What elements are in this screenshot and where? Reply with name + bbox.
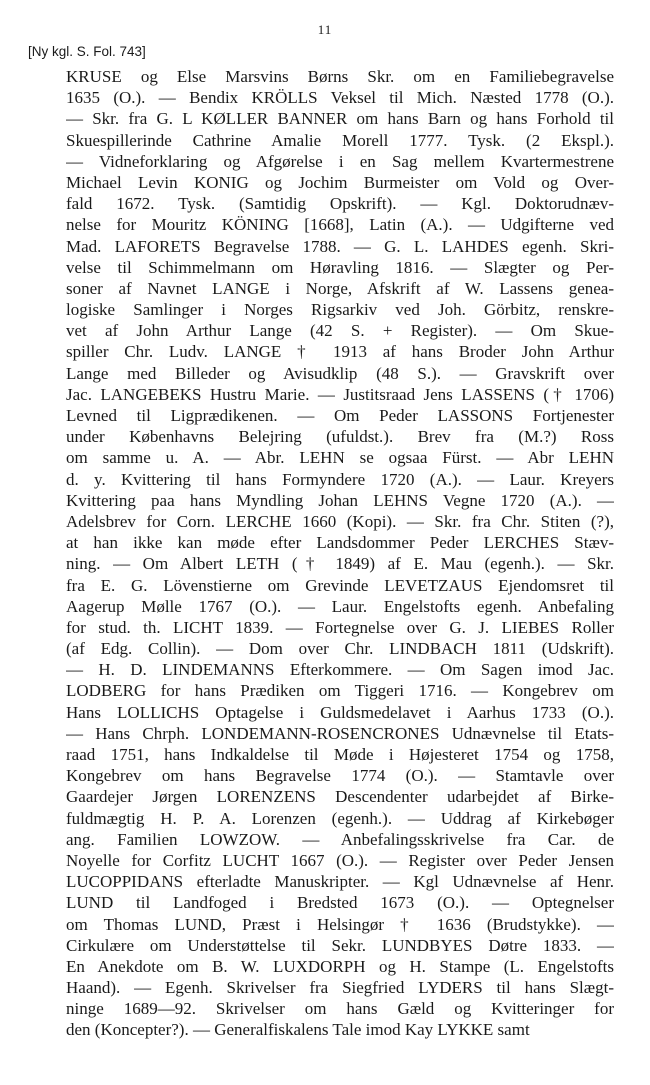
- text-line: Michael Levin KONIG og Jochim Burmeister om Vold og Over-: [66, 172, 614, 192]
- text-line: ninge 1689—92. Skrivelser om hans Gæld og Kvitteringer for: [66, 999, 614, 1019]
- text-line: fuldmægtig H. P. A. Lorenzen (egenh.). — Uddrag af Kirkebøger: [66, 808, 614, 828]
- text-line: om samme u. A. — Abr. LEHN se ogsaa Fürst. — Abr LEHN: [66, 448, 614, 468]
- text-line: under Københavns Belejring (ufuldst.). Brev fra (M.?) Ross: [66, 427, 614, 447]
- text-line: at han ikke kan møde efter Landsdommer Peder LERCHES Stæv-: [66, 533, 614, 553]
- text-line: — Vidneforklaring og Afgørelse i en Sag mellem Kvartermestrene: [66, 151, 614, 171]
- text-line: Noyelle for Corfitz LUCHT 1667 (O.). — Register over Peder Jensen: [66, 850, 614, 870]
- text-line: Hans LOLLICHS Optagelse i Guldsmedelavet i Aarhus 1733 (O.).: [66, 702, 614, 722]
- text-line: d. y. Kvittering til hans Formyndere 1720 (A.). — Laur. Kreyers: [66, 469, 614, 489]
- text-line: soner af Navnet LANGE i Norge, Afskrift af W. Lassens genea-: [66, 278, 614, 298]
- text-line: Kongebrev om hans Begravelse 1774 (O.). — Stamtavle over: [66, 766, 614, 786]
- text-line: fra E. G. Lövenstierne om Grevinde LEVETZAUS Ejendomsret til: [66, 575, 614, 595]
- text-line: den (Koncepter?). — Generalfiskalens Tale imod Kay LYKKE samt: [66, 1020, 530, 1040]
- text-line: ning. — Om Albert LETH († 1849) af E. Mau (egenh.). — Skr.: [66, 554, 614, 574]
- text-line: raad 1751, hans Indkaldelse til Møde i Højesteret 1754 og 1758,: [66, 745, 614, 764]
- text-line: Jac. LANGEBEKS Hustru Marie. — Justitsraad Jens LASSENS († 1706): [66, 384, 614, 404]
- text-line: Mad. LAFORETS Begravelse 1788. — G. L. LAHDES egenh. Skri-: [66, 236, 614, 256]
- text-line: logiske Samlinger i Norges Rigsarkiv ved Joh. Görbitz, renskre-: [66, 300, 614, 320]
- text-line: En Anekdote om B. W. LUXDORPH og H. Stampe (L. Engelstofts: [66, 956, 614, 976]
- text-line: ang. Familien LOWZOW. — Anbefalingsskrivelse fra Car. de: [66, 829, 614, 849]
- text-line: for stud. th. LICHT 1839. — Fortegnelse over G. J. LIEBES Roller: [66, 617, 614, 637]
- page-number: 11: [317, 22, 333, 37]
- text-line: Skuespillerinde Cathrine Amalie Morell 1777. Tysk. (2 Ekspl.).: [66, 130, 614, 150]
- text-line: om Thomas LUND, Præst i Helsingør † 1636 (Brudstykke). —: [66, 914, 614, 934]
- text-line: Haand). — Egenh. Skrivelser fra Siegfried LYDERS til hans Slægt-: [66, 978, 614, 998]
- text-line: LUCOPPIDANS efterladte Manuskripter. — Kgl Udnævnelse af Henr.: [66, 872, 614, 892]
- text-line: LUND til Landfoged i Bredsted 1673 (O.). — Optegnelser: [66, 893, 614, 913]
- text-line: nelse for Mouritz KÖNING [1668], Latin (A.). — Udgifterne ved: [66, 215, 614, 235]
- text-line: KRUSE og Else Marsvins Børns Skr. om en Familiebegravelse: [66, 67, 614, 86]
- text-line: — H. D. LINDEMANNS Efterkommere. — Om Sagen imod Jac.: [66, 660, 614, 680]
- text-line: Gaardejer Jørgen LORENZENS Descendenter udarbejdet af Birke-: [66, 787, 614, 807]
- text-line: Levned til Ligprædikenen. — Om Peder LASSONS Fortjenester: [66, 406, 614, 425]
- body-text: [66, 66, 614, 1041]
- text-line: Cirkulære om Understøttelse til Sekr. LUNDBYES Døtre 1833. —: [66, 935, 614, 955]
- text-line: Kvittering paa hans Myndling Johan LEHNS Vegne 1720 (A.). —: [66, 490, 614, 510]
- text-line: LODBERG for hans Prædiken om Tiggeri 1716. — Kongebrev om: [66, 681, 614, 701]
- text-line: vet af John Arthur Lange (42 S. + Register). — Om Skue-: [66, 321, 614, 341]
- text-line: Aagerup Mølle 1767 (O.). — Laur. Engelstofts egenh. Anbefaling: [66, 596, 614, 616]
- text-line: Adelsbrev for Corn. LERCHE 1660 (Kopi). — Skr. fra Chr. Stiten (?),: [66, 511, 614, 531]
- text-line: Lange med Billeder og Avisudklip (48 S.). — Gravskrift over: [66, 363, 614, 383]
- text-line: fald 1672. Tysk. (Samtidig Opskrift). — Kgl. Doktorudnæv-: [66, 194, 614, 214]
- text-line: (af Edg. Collin). — Dom over Chr. LINDBACH 1811 (Udskrift).: [66, 639, 614, 659]
- text-line: spiller Chr. Ludv. LANGE † 1913 af hans Broder John Arthur: [66, 342, 614, 362]
- text-line: velse til Schimmelmann om Høravling 1816. — Slægter og Per-: [66, 257, 614, 277]
- text-line: — Skr. fra G. L KØLLER BANNER om hans Barn og hans Forhold til: [66, 109, 614, 129]
- shelfmark-label: [Ny kgl. S. Fol. 743]: [28, 44, 146, 59]
- text-line: 1635 (O.). — Bendix KRÖLLS Veksel til Mich. Næsted 1778 (O.).: [66, 88, 614, 108]
- text-line: — Hans Chrph. LONDEMANN-ROSENCRONES Udnævnelse til Etats-: [66, 723, 614, 743]
